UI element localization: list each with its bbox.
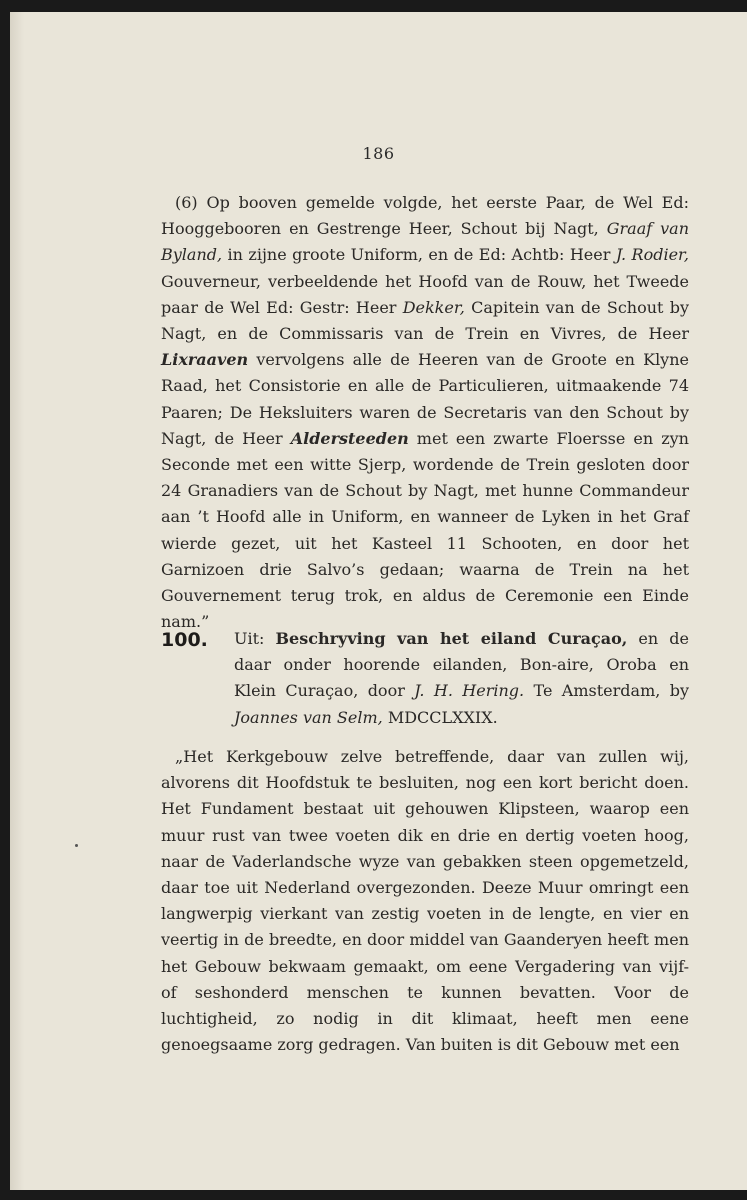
page-speck — [75, 844, 78, 847]
entry-author: J. H. Hering. — [414, 681, 525, 701]
bibliography-entry — [161, 626, 689, 731]
note-text-5: vervolgens alle de Heeren van de Groote en Klyne Raad, het Consistorie en alle de Particulieren, uitmaakende 74 Paaren; De Heksluiters waren de Secretaris van den Schout by Nagt, de Heer — [161, 350, 689, 448]
footnote-text — [161, 190, 689, 635]
note-name-aldersteeden: Aldersteeden — [290, 428, 409, 448]
page-number: 186 — [362, 144, 395, 163]
footnote-paragraph — [161, 190, 689, 635]
entry-text-1: en de daar onder hoorende eilanden, Bon-aire, Oroba en Klein Curaçao, door — [234, 629, 689, 701]
note-text-4: Capitein van de Schout by Nagt, en de Commissaris van de Trein en Vivres, de Heer — [161, 297, 690, 344]
entry-publisher: Joannes van Selm, — [234, 707, 383, 727]
entry-title: Beschryving van het eiland Curaçao, — [275, 629, 628, 648]
note-name-lixraaven: Lixraaven — [161, 350, 249, 370]
quote-text: „Het Kerkgebouw zelve betreffende, daar van zullen wij, alvorens dit Hoofdstuk te besluiten, nog een kort bericht doen. Het Fundament bestaat uit gehouwen Klipsteen, waarop een muur rust van twee voeten dik en drie en dertig voeten hoog, naar de Vaderlandsche wyze van gebakken steen opgemetzeld, daar toe uit Nederland overgezonden. Deeze Muur omringt een langwerpig vierkant van zestig voeten in de lengte, en vier en veertig in de breedte, en door middel van Gaanderyen heeft men het Gebouw bekwaam gemaakt, om eene Vergadering van vijf- of seshonderd menschen te kunnen bevatten. Voor de luchtigheid, zo nodig in dit klimaat, heeft men eene genoegsaame zorg gedragen. Van buiten is dit Gebouw met een — [161, 747, 689, 1055]
note-text-2: in zijne groote Uniform, en de Ed: Achtb: Heer — [222, 245, 616, 265]
note-text-1: (6) Op booven gemelde volgde, het eerste Paar, de Wel Ed: Hooggebooren en Gestrenge Heer, Schout bij Nagt, — [161, 193, 689, 239]
note-text-6: met een zwarte Floersse en zyn Seconde met een witte Sjerp, wordende de Trein gesloten door 24 Granadiers van de Schout by Nagt, met hunne Commandeur aan ’t Hoofd alle in Uniform, en wanneer de Lyken in het Graf wierde gezet, uit het Kasteel 11 Schooten, en door het Garnizoen drie Salvo’s gedaan; waarna de Trein na het Gouvernement terug trok, en aldus de Ceremonie een Einde nam.” — [161, 428, 689, 632]
note-text-3: Gouverneur, verbeeldende het Hoofd van de Rouw, het Tweede paar de Wel Ed: Gestr: Heer — [161, 271, 689, 317]
note-name-rodier: J. Rodier, — [615, 245, 690, 265]
entry-prefix: Uit: — [234, 629, 276, 648]
entry-text — [161, 626, 689, 731]
note-name-dekker: Dekker, — [402, 297, 465, 317]
note-name-byland: Graaf van Byland, — [161, 219, 689, 265]
entry-number: 100. — [161, 629, 208, 651]
entry-text-2: Te Amsterdam, by — [524, 681, 689, 701]
entry-text-3: MDCCLXXIX. — [382, 707, 498, 727]
book-page — [10, 12, 747, 1190]
quote-paragraph — [161, 744, 689, 1058]
page-edge — [10, 12, 24, 1190]
